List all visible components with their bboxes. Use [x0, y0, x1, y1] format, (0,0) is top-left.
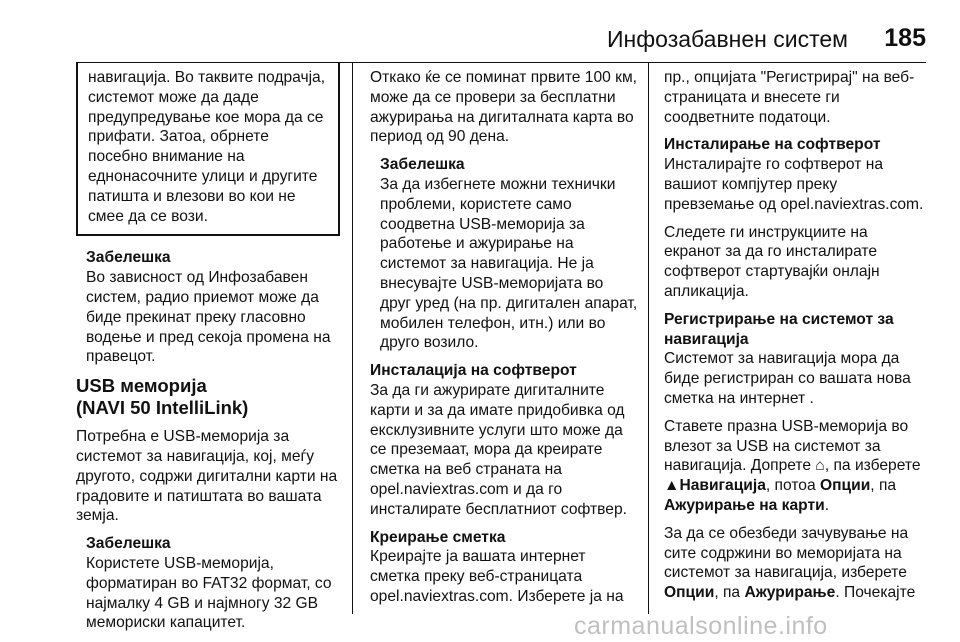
usb-insert-paragraph [664, 417, 928, 516]
column-2 [370, 68, 638, 615]
column-3 [664, 68, 928, 611]
home-icon: ⌂ [815, 457, 825, 475]
free-updates-paragraph: Откако ќе се поминат првите 100 км, може да се провери за бесплатни ажурирања на дигиталната карта во период од 90 дена. [370, 69, 638, 146]
register-option-paragraph: пр., опцијата "Регистрирај" на веб-страницата и внесете ги соодветните податоци. [664, 69, 915, 126]
install-software-text: Инсталирајте го софтверот на вашиот компјутер преку превземање од opel.naviextras.com. [664, 156, 924, 213]
column-divider-1 [352, 62, 353, 614]
install-software-block [664, 135, 928, 214]
usb-insert-text-c: , потоа [765, 477, 820, 495]
register-system-block [664, 310, 928, 409]
warning-box [76, 62, 340, 236]
usb-paragraph: Потребна е USB-меморија за системот за навигација, кој, меѓу другото, содржи дигитални карти на градовите и патиштата во вашата земја. [76, 428, 338, 525]
update-label: Ажурирање [744, 584, 836, 602]
usb-insert-text-d: , па [870, 477, 897, 495]
navigation-icon: ▲ [664, 477, 680, 495]
watermark: carmanualsonline.info [574, 612, 828, 640]
register-system-text: Системот за навигација мора да биде регистриран со вашата нова сметка на интернет . [664, 350, 911, 407]
create-account-title: Креирање сметка [370, 528, 506, 546]
software-install-text: За да ги ажурирате дигиталните карти и за да имате придобивка од ексклузивните услуги што може да се преземаат, мора да креирате сметка на веб страната на opel.naviextras.com и да го инсталирате бесплатниот софтвер. [370, 381, 627, 518]
options-label: Опции [819, 477, 871, 495]
note-1-text: Во зависност од Инфозабавен систем, радио приемот може да биде прекинат преку гласовно водење и пред секоја промена на правецот. [86, 269, 331, 366]
note-1-title: Забелешка [86, 249, 171, 267]
create-account-text: Креирајте ја вашата интернет сметка преку веб-страницата opel.naviextras.com. Изберете ја на [370, 548, 624, 605]
warning-text: навигација. Во таквите подрачја, системот може да даде предупредување кое мора да се прифати. Затоа, обрнете посебно внимание на еднонасочните улици и другите патишта и влезови во кои не смее да се вози. [88, 69, 326, 225]
update-maps-label: Ажурирање на карти [664, 496, 825, 514]
section-title-line-2: (NAVI 50 IntelliLink) [76, 397, 249, 419]
note-2-text: Користете USB-меморија, форматиран во FAT32 формат, со најмалку 4 GB и најмногу 32 GB мемориски капацитет. [86, 554, 332, 632]
note-3-text: За да избегнете можни технички проблеми, користете само соодветна USB-меморија за работење и ажурирање на системот за навигација. Не ја внесувајте USB-меморијата во друг уред (на пр. дигитален апарат, мобилен телефон, итн.) или во друго возило. [380, 175, 638, 352]
navigation-label: Навигација [679, 477, 766, 495]
header-title: Инфозабавнен систем [607, 26, 848, 52]
software-install-block [370, 361, 638, 519]
column-divider-2 [648, 62, 649, 614]
page-number: 185 [884, 24, 926, 52]
save-contents-text-b: , па [714, 584, 745, 602]
create-account-block [370, 528, 638, 607]
save-contents-text-c: . Почекајте [835, 584, 916, 602]
note-3-title: Забелешка [380, 156, 465, 174]
save-contents-text-a: За да се обезбеди зачувување на сите содржини во меморијата на системот за навигација, изберете [664, 524, 909, 582]
software-install-title: Инсталација на софтверот [370, 362, 577, 380]
note-1 [76, 248, 340, 367]
options-label-2: Опции [664, 584, 715, 602]
section-title [76, 375, 340, 419]
save-contents-paragraph [664, 524, 928, 603]
page-header [0, 0, 960, 62]
usb-insert-text-a: Ставете празна USB-меморија во влезот за USB на системот за навигација. Допрете [664, 417, 909, 475]
usb-insert-text-e: . [824, 496, 830, 514]
install-software-title: Инсталирање на софтверот [664, 136, 881, 154]
register-system-title: Регистрирање на системот за навигација [664, 310, 894, 348]
note-2 [76, 534, 340, 633]
column-1 [76, 62, 340, 641]
note-3 [370, 155, 638, 353]
section-title-line-1: USB меморија [76, 375, 207, 397]
instructions-paragraph: Следете ги инструкциите на екранот за да го инсталирате софтверот стартувајќи онлајн апликација. [664, 223, 880, 300]
usb-insert-text-b: , па изберете [824, 457, 921, 475]
note-2-title: Забелешка [86, 535, 171, 553]
